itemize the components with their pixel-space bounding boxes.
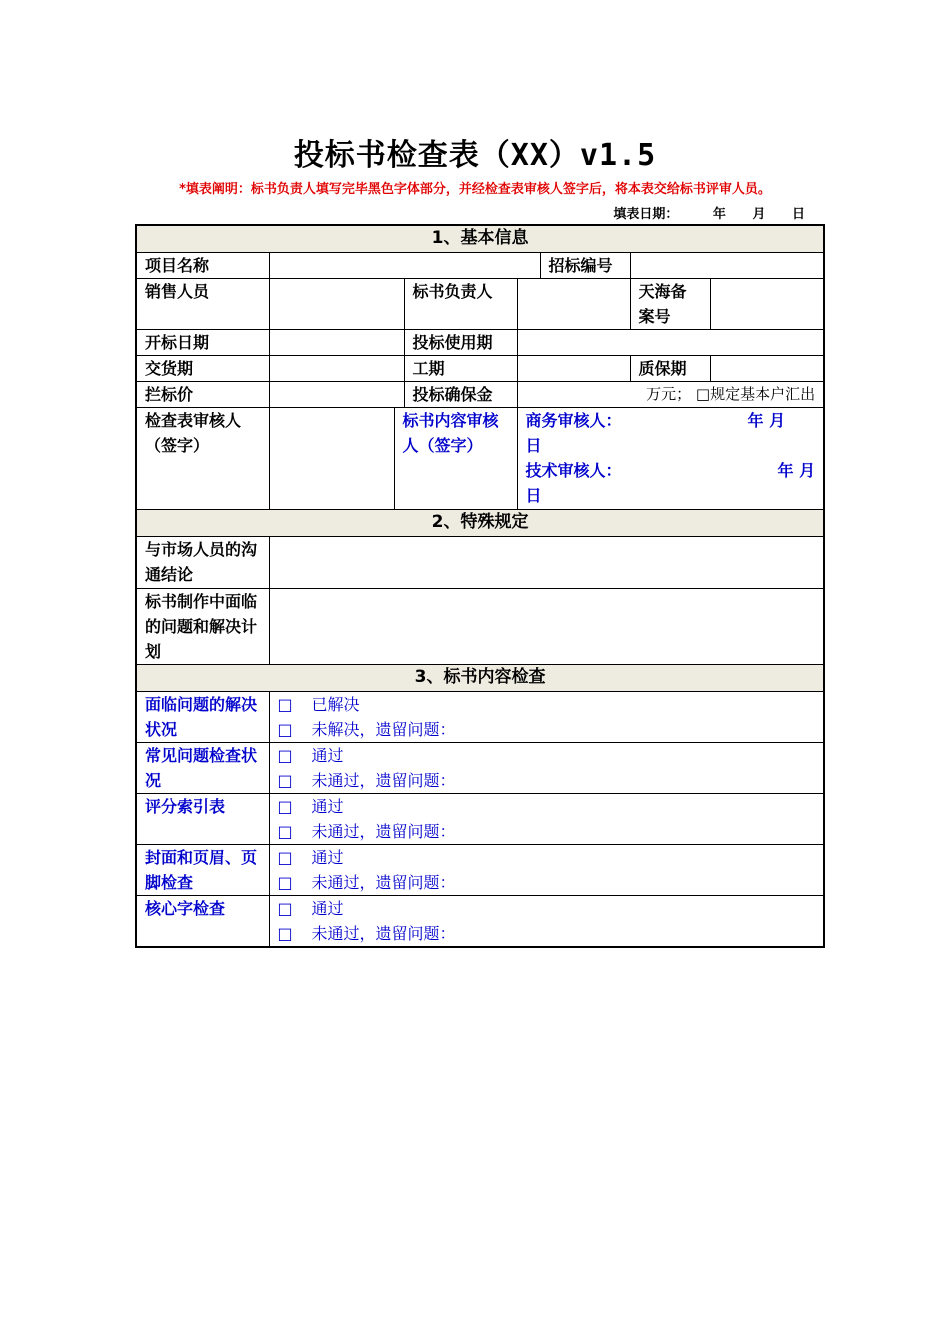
label-work-period: 工期 bbox=[404, 356, 517, 382]
label-tender-no: 招标编号 bbox=[540, 253, 630, 279]
biz-reviewer-label: 商务审核人： bbox=[525, 411, 622, 430]
option-pass: 通过 bbox=[311, 899, 344, 918]
issue-resolution-options bbox=[269, 692, 824, 743]
project-name-field[interactable] bbox=[269, 253, 540, 279]
reviewer-signatures[interactable] bbox=[517, 408, 824, 510]
tianhai-record-field[interactable] bbox=[710, 279, 824, 330]
option-pass: 通过 bbox=[311, 746, 344, 765]
option-fail: 未通过，遗留问题： bbox=[311, 873, 456, 892]
label-project-name: 项目名称 bbox=[136, 253, 269, 279]
sales-field[interactable] bbox=[269, 279, 404, 330]
tech-reviewer-label: 技术审核人： bbox=[525, 461, 622, 480]
tech-reviewer-day: 日 bbox=[525, 486, 542, 505]
common-issues-options bbox=[269, 743, 824, 794]
section-special-rules: 2、特殊规定 bbox=[136, 510, 824, 537]
checkbox-pass[interactable]: □ bbox=[277, 746, 293, 765]
price-field[interactable] bbox=[269, 382, 404, 408]
label-keyword-check: 核心字检查 bbox=[136, 896, 269, 948]
tender-no-field[interactable] bbox=[630, 253, 824, 279]
section-basic-info: 1、基本信息 bbox=[136, 225, 824, 253]
label-bid-use-date: 投标使用期 bbox=[404, 330, 517, 356]
option-fail: 未通过，遗留问题： bbox=[311, 924, 456, 943]
checkbox-fail[interactable]: □ bbox=[277, 822, 293, 841]
checkbox-fail[interactable]: □ bbox=[277, 771, 293, 790]
fill-date bbox=[613, 203, 805, 222]
label-issue-resolution: 面临问题的解决状况 bbox=[136, 692, 269, 743]
label-checker: 检查表审核人（签字） bbox=[136, 408, 269, 510]
option-fail: 未通过，遗留问题： bbox=[311, 822, 456, 841]
keyword-check-options bbox=[269, 896, 824, 948]
checker-signature-field[interactable] bbox=[269, 408, 394, 510]
label-score-index: 评分索引表 bbox=[136, 794, 269, 845]
label-content-reviewer: 标书内容审核人（签字） bbox=[394, 408, 517, 510]
checkbox-fail[interactable]: □ bbox=[277, 924, 293, 943]
label-price: 拦标价 bbox=[136, 382, 269, 408]
option-unresolved: 未解决，遗留问题： bbox=[311, 720, 456, 739]
checkbox-pass[interactable]: □ bbox=[277, 797, 293, 816]
issues-plan-field[interactable] bbox=[269, 589, 824, 665]
label-communication: 与市场人员的沟通结论 bbox=[136, 537, 269, 589]
biz-reviewer-date: 年 月 bbox=[747, 411, 786, 430]
section-content-check: 3、标书内容检查 bbox=[136, 665, 824, 692]
label-deposit: 投标确保金 bbox=[404, 382, 517, 408]
label-sales: 销售人员 bbox=[136, 279, 269, 330]
fill-date-month: 月 bbox=[752, 207, 766, 222]
biz-reviewer-day: 日 bbox=[525, 436, 542, 455]
label-cover-header-footer: 封面和页眉、页脚检查 bbox=[136, 845, 269, 896]
work-period-field[interactable] bbox=[517, 356, 630, 382]
fill-date-label: 填表日期： bbox=[613, 207, 679, 222]
fill-date-year: 年 bbox=[712, 207, 726, 222]
fill-instructions: *填表阐明：标书负责人填写完毕黑色字体部分，并经检查表审核人签字后，将本表交给标书评审人员。 bbox=[179, 182, 771, 197]
option-pass: 通过 bbox=[311, 797, 344, 816]
checkbox-pass[interactable]: □ bbox=[277, 848, 293, 867]
label-open-date: 开标日期 bbox=[136, 330, 269, 356]
label-delivery: 交货期 bbox=[136, 356, 269, 382]
bid-owner-field[interactable] bbox=[517, 279, 630, 330]
checkbox-pass[interactable]: □ bbox=[277, 899, 293, 918]
checkbox-unresolved[interactable]: □ bbox=[277, 720, 293, 739]
open-date-field[interactable] bbox=[269, 330, 404, 356]
label-warranty: 质保期 bbox=[630, 356, 710, 382]
label-tianhai-record: 天海备案号 bbox=[630, 279, 710, 330]
checkbox-fail[interactable]: □ bbox=[277, 873, 293, 892]
fill-date-day: 日 bbox=[791, 207, 805, 222]
option-pass: 通过 bbox=[311, 848, 344, 867]
checkbox-resolved[interactable]: □ bbox=[277, 695, 293, 714]
label-common-issues: 常见问题检查状况 bbox=[136, 743, 269, 794]
label-bid-owner: 标书负责人 bbox=[404, 279, 517, 330]
communication-field[interactable] bbox=[269, 537, 824, 589]
option-fail: 未通过，遗留问题： bbox=[311, 771, 456, 790]
score-index-options bbox=[269, 794, 824, 845]
bid-use-date-field[interactable] bbox=[517, 330, 824, 356]
delivery-field[interactable] bbox=[269, 356, 404, 382]
cover-header-footer-options bbox=[269, 845, 824, 896]
checklist-table bbox=[135, 224, 825, 948]
warranty-field[interactable] bbox=[710, 356, 824, 382]
option-resolved: 已解决 bbox=[311, 695, 360, 714]
label-issues-plan: 标书制作中面临的问题和解决计划 bbox=[136, 589, 269, 665]
page-title: 投标书检查表（XX）v1.5 bbox=[293, 138, 657, 173]
tech-reviewer-date: 年 月 bbox=[777, 461, 816, 480]
deposit-field[interactable]: 万元； □规定基本户汇出 bbox=[517, 382, 824, 408]
